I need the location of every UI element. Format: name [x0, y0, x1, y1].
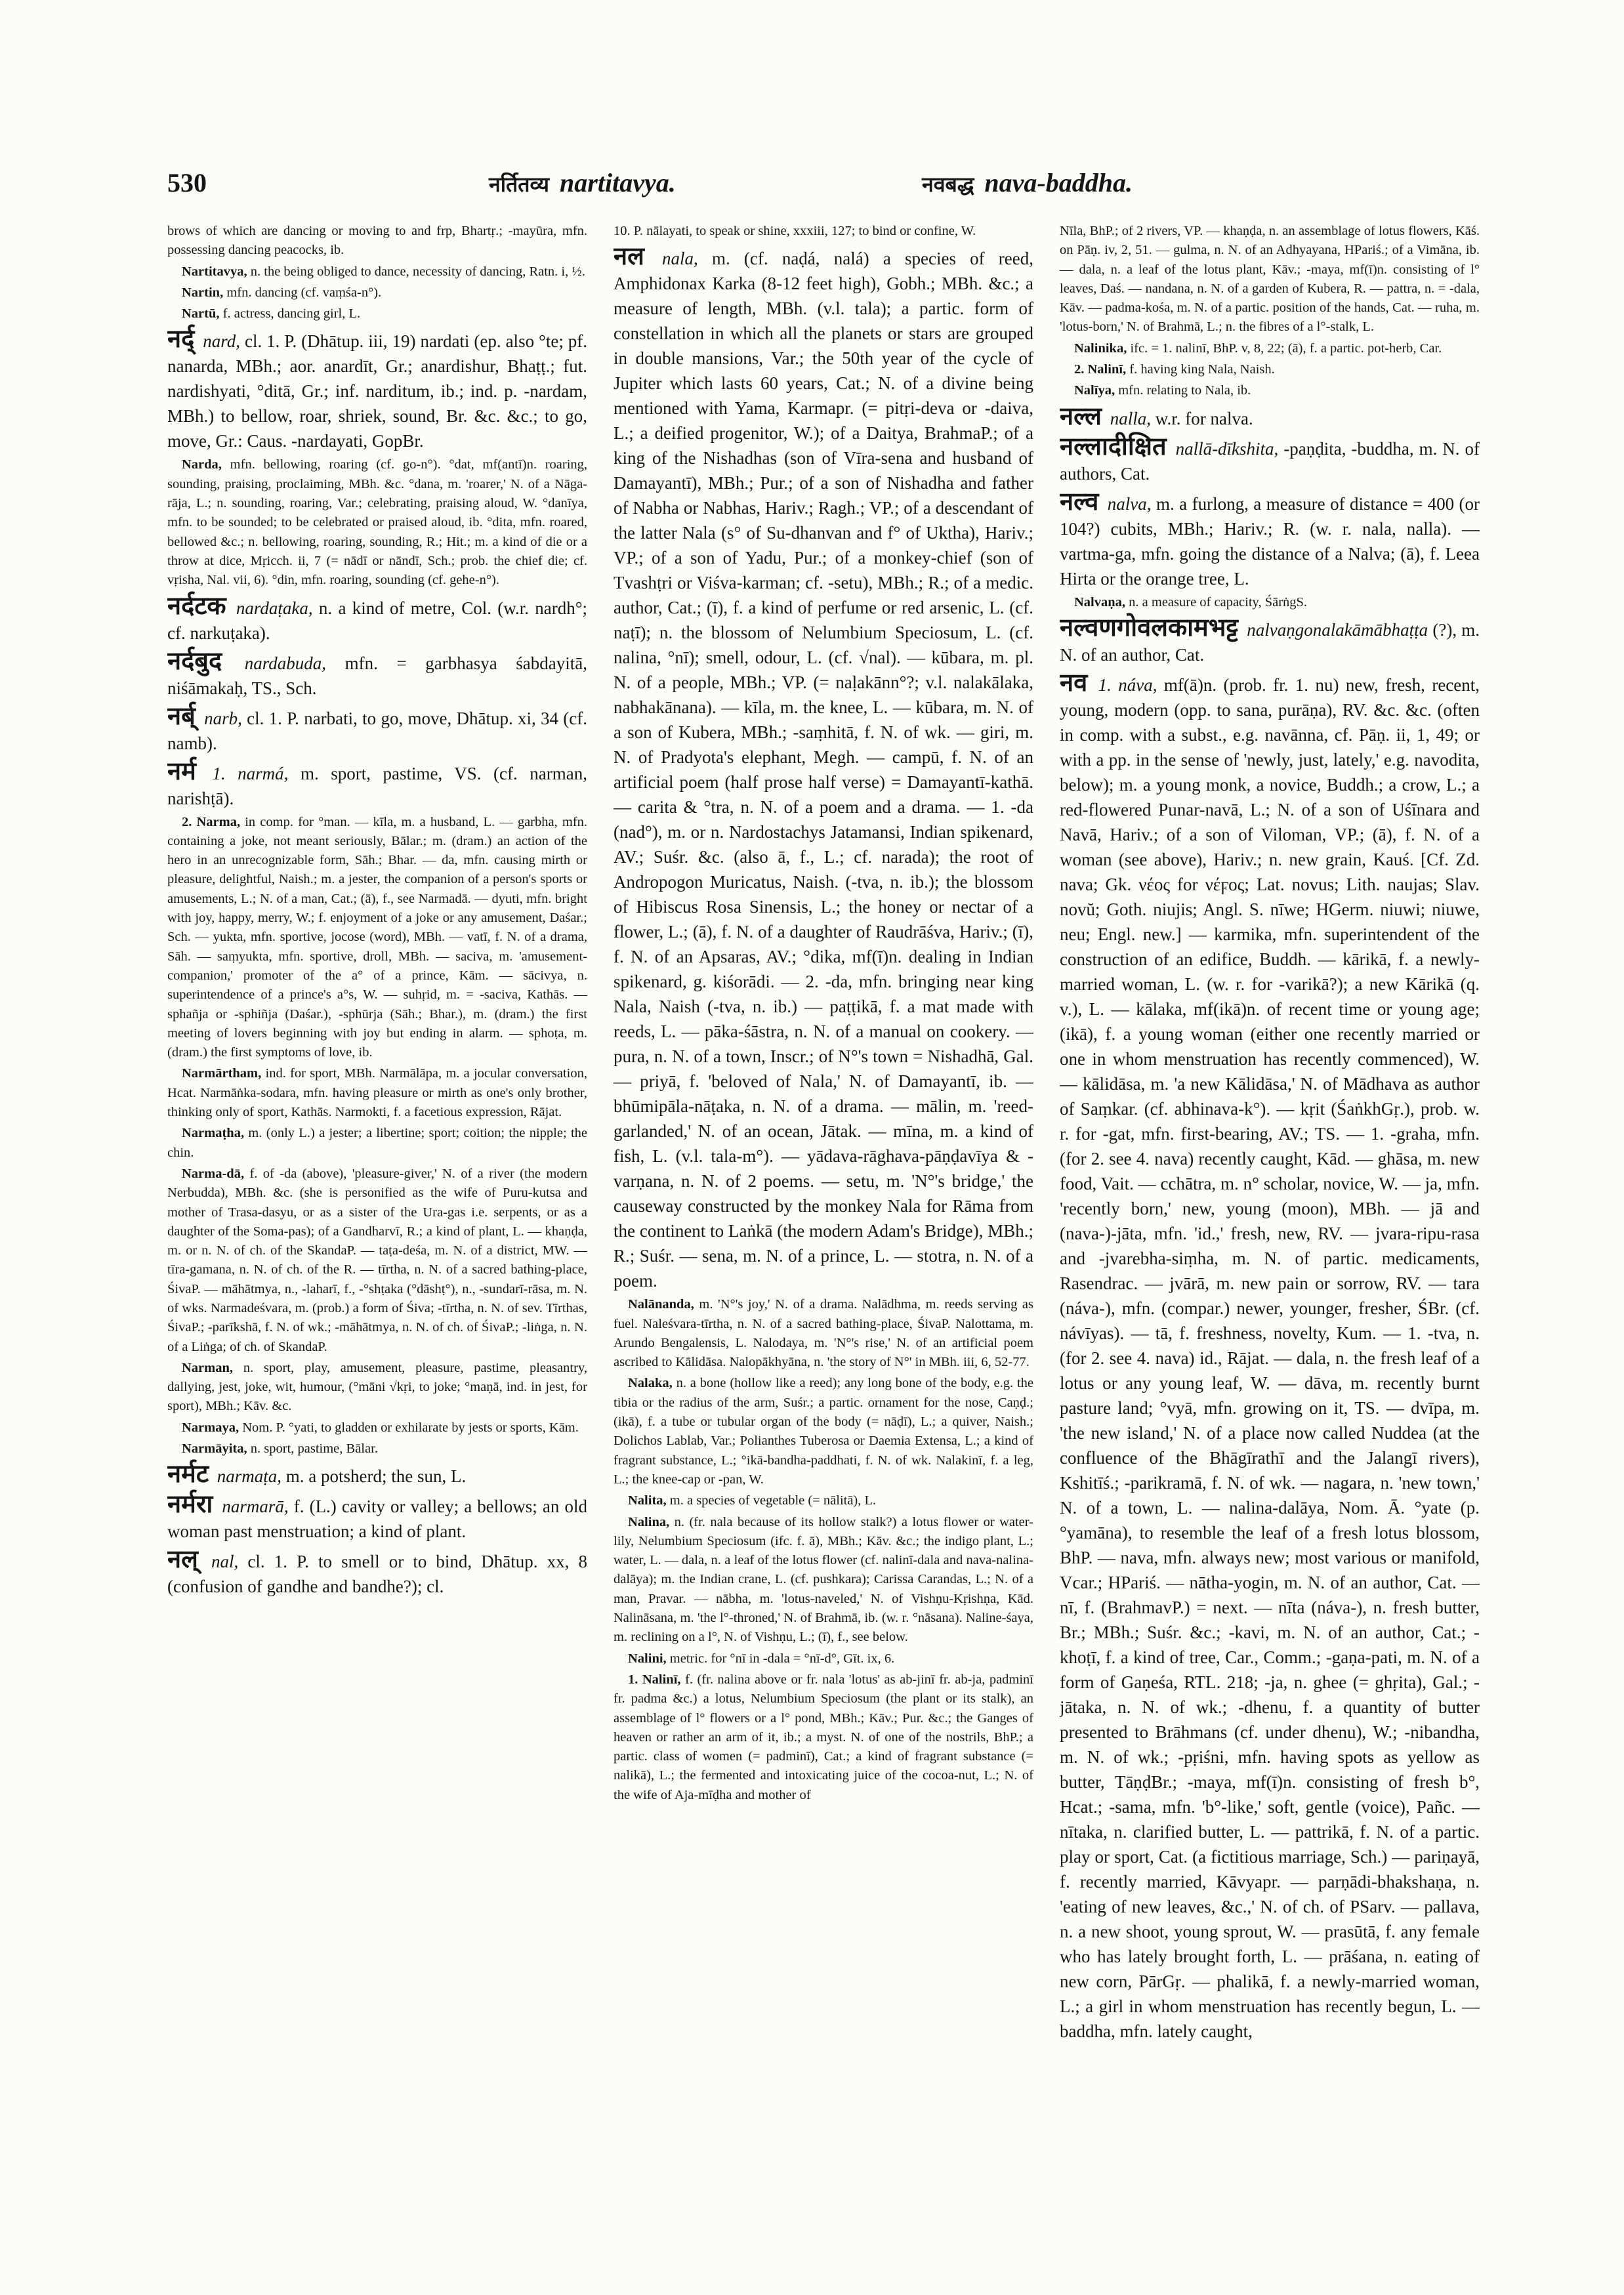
entry-headword: 1. Nalinī, [628, 1672, 681, 1687]
dictionary-entry [167, 813, 587, 1063]
entry-headword: Nalina, [628, 1514, 670, 1529]
dictionary-entry [167, 455, 587, 590]
dictionary-entry [167, 1124, 587, 1163]
entry-devanagari: नल्वणगोवलकामभट्ट [1060, 612, 1239, 642]
entry-transliteration: nal, [211, 1552, 239, 1572]
entry-devanagari: नर्दटक [167, 590, 226, 620]
entry-transliteration: nallā-dīkshita, [1175, 438, 1279, 459]
dictionary-entry [167, 1461, 587, 1489]
entry-definition: n. sport, play, amusement, pleasure, pastime, pleasantry, dallying, jest, joke, wit, humour, (°māni √kṛi, to joke; °maṇā, ind. in jest, for sport), MBh.; Kāv. &c. [167, 1360, 587, 1414]
entry-definition: mf(ā)n. (prob. fr. 1. nu) new, fresh, recent, young, modern (opp. to sana, purāṇa), RV. &c. &c. (often in comp. with a subst., e.g. navānna, cf. Pāṇ. ii, 1, 49; or with a pp. in the sense of 'newly, just, lately,' e.g. navodita, below); m. a young monk, a novice, Buddh.; a crow, L.; a red-flowered Punar-navā, L.; N. of a son of Uśīnara and Navā, Hariv.; of a son of Viloman, VP.; (ā), f. N. of a woman (see above), Hariv.; n. new grain, Kauś. [Cf. Zd. nava; Gk. νέος for νέϝος; Lat. novus; Lith. naujas; Slav. novŭ; Goth. niujis; Angl. S. nīwe; HGerm. niuwi; niuwe, neu; Engl. new.] — karmika, mfn. superintendent of the construction of an edifice, Buddh. — kārikā, f. a newly-married woman, L. (w. r. for -varikā?); a new Kārikā (q. v.), L. — kālaka, mf(ikā)n. of recent time or young age; (ikā), f. a young woman (either one recently married or one in whom menstruation has recently commenced), W. — kālidāsa, m. 'a new Kālidāsa,' N. of Mādhava as author of Saṃkar. (cf. abhinava-k°). — kṛit (ŚaṅkhGṛ.), prob. w. r. for -gat, mfn. first-bearing, AV.; TS. — 1. -graha, mfn. (for 2. see 4. nava) recently caught, Kād. — ghāsa, m. new food, Vait. — cchātra, m. n° scholar, novice, W. — ja, mfn. 'recently born,' new, young (moon), MBh. — jā and (nava-)-jāta, mfn. 'id.,' fresh, new, RV. — jvara-ripu-rasa and -jvarebha-siṃha, m. N. of partic. medicaments, Rasendrac. — jvārā, m. new pain or sorrow, RV. — tara (náva-), mfn. (compar.) newer, younger, fresher, ŚBr. (cf. návīyas). — tā, f. freshness, novelty, Kum. — 1. -tva, n. (for 2. see 4. nava) id., Rājat. — dala, n. the fresh leaf of a lotus or any young leaf, W. — dāva, m. recently burnt pasture land; °vyā, mfn. growing on it, TS. — dvīpa, m. 'the new island,' N. of a place now called Nuddea (at the confluence of the Bhāgīrathī and the Jalangī rivers), Kshitīś.; -parikramā, f. N. of wk. — nagara, n. 'new town,' N. of a town, L. — nalina-dalāya, Nom. Ā. °yate (p. °yamāna), to resemble the leaf of a fresh lotus blossom, BhP. — nava, mfn. always new; most various or manifold, Vcar.; HPariś. — nātha-yogin, m. N. of an author, Cat. — nī, f. (BrahmavP.) = next. — nīta (náva-), n. fresh butter, Br.; MBh.; Suśr. &c.; -kavi, m. N. of an author, Cat.; -khoṭī, f. a kind of tree, Car., Comm.; -gaṇa-pati, m. N. of a form of Gaṇeśa, RTL. 218; -ja, n. ghee (= ghṛita), Gal.; -jātaka, n. N. of wk.; -dhenu, f. a quantity of butter presented to Brāhmans (cf. under dhenu), W.; -nibandha, m. N. of wk.; -pṛiśni, mfn. having spots as yellow as butter, TāṇḍBr.; -maya, mf(ī)n. consisting of fresh b°, Hcat.; -sama, mfn. 'b°-like,' soft, gentle (voice), Pañc. — nītaka, n. clarified butter, L. — pattrikā, f. N. of a partic. play or sport, Cat. (a fictitious marriage, Sch.) — pariṇayā, f. recently married, Kāvyapr. — parṇādi-bhakshaṇa, n. 'eating of new leaves, &c.,' N. of ch. of PSarv. — pallava, n. a new shoot, young sprout, W. — prasūtā, f. any female who has lately brought forth, L. — prāśana, n. eating of new corn, PārGṛ. — phalikā, f. a newly-married woman, L.; a girl in whom menstruation has recently begun, L. — baddha, mfn. lately caught, [1060, 674, 1480, 2041]
entry-headword: 2. Nalinī, [1074, 362, 1127, 377]
left-running-head [489, 167, 676, 198]
dictionary-entry [167, 304, 587, 323]
dictionary-entry [614, 1649, 1033, 1668]
entry-devanagari: नल्लादीक्षित [1060, 431, 1167, 461]
dictionary-entry [167, 1165, 587, 1357]
dictionary-entry [167, 648, 587, 701]
dictionary-entry [167, 1359, 587, 1416]
entry-definition: m. (only L.) a jester; a libertine; sport; coition; the nipple; the chin. [167, 1126, 587, 1160]
entry-headword: 2. Narma, [182, 814, 241, 829]
dictionary-entry [167, 262, 587, 281]
entry-headword: Nalini, [628, 1651, 667, 1666]
entry-definition: f. (L.) cavity or valley; a bellows; an old woman past menstruation; a kind of plant. [167, 1497, 587, 1542]
entry-devanagari: नल [614, 241, 644, 271]
entry-headword: Nalaka, [628, 1376, 673, 1391]
entry-definition: n. a measure of capacity, ŚārṅgS. [1129, 594, 1308, 610]
dictionary-entry [167, 1064, 587, 1122]
dictionary-entry [1060, 593, 1480, 612]
entry-definition: m. 'N°'s joy,' N. of a drama. Nalādhma, m. reeds serving as fuel. Naleśvara-tīrtha, n. N. of a sacred bathing-place, ŚivaP. Nalottama, m. Arundo Bengalensis, L. Nalodaya, m. 'N°'s rise,' N. of an artificial poem ascribed to Kālidāsa. Nalopākhyāna, n. 'the story of N°' in MBh. iii, 6, 52-77. [614, 1297, 1033, 1370]
right-running-head-devanagari: नवबद्ध [922, 172, 974, 197]
entry-definition: n. a kind of metre, Col. (w.r. nardh°; cf. narkuṭaka). [167, 598, 587, 643]
dictionary-entry [614, 1513, 1033, 1647]
entry-headword: Nartū, [182, 306, 220, 321]
entry-definition: metric. for °nī in -dala = °nī-d°, Gīt. ix, 6. [669, 1651, 895, 1666]
entry-headword: Nalinika, [1074, 341, 1127, 356]
entry-headword: Nalīya, [1074, 383, 1115, 398]
dictionary-entry [167, 1439, 587, 1458]
dictionary-entry [167, 222, 587, 260]
entry-headword: Nalita, [628, 1493, 667, 1508]
entry-definition: f. having king Nala, Naish. [1129, 362, 1275, 377]
entry-definition: f. (fr. nalina above or fr. nala 'lotus' as ab-jinī fr. ab-ja, padminī fr. padma &c.) a lotus, Nelumbium Speciosum (the plant or its stalk), an assemblage of l° flowers or a l° pond, MBh.; Kāv.; Pur. &c.; the Ganges of heaven or rather an arm of it, ib.; a myst. N. of one of the nostrils, BhP.; a partic. class of women (= padminī), Cat.; a kind of fragrant substance (= nalikā), L.; the fermented and intoxicating juice of the cocoa-nut, L.; N. of the wife of Aja-mīḍha and mother of [614, 1672, 1033, 1802]
entry-definition: n. the being obliged to dance, necessity of dancing, Ratn. i, ½. [250, 264, 585, 279]
entry-transliteration: 1. náva, [1098, 674, 1157, 695]
entry-headword: Narma-dā, [182, 1166, 245, 1181]
entry-definition: ind. for sport, MBh. Narmālāpa, m. a jocular conversation, Hcat. Narmāṅka-sodara, mfn. having pleasure or mirth as one's only brother, thinking only of sport, Kathās. Narmokti, f. a facetious expression, Rājat. [167, 1066, 587, 1120]
entry-headword: Narda, [182, 457, 222, 472]
entry-definition: -paṇḍita, -buddha, m. N. of authors, Cat. [1060, 438, 1480, 484]
column-1 [167, 222, 587, 2249]
entry-definition: in comp. for °man. — kīla, m. a husband, L. — garbha, mfn. containing a joke, not meant seriously, Bālar.; m. (dram.) an action of the hero in an unrecognizable form, Sāh.; Bhar. — da, mfn. causing mirth or pleasure, delightful, Naish.; m. a jester, the companion of a person's sports or amusements, L.; N. of a man, Cat.; (ā), f., see Narmadā. — dyuti, mfn. bright with joy, happy, merry, W.; f. enjoyment of a joke or any amusement, Daśar.; Sch. — yukta, mfn. sportive, jocose (word), MBh. — vatī, f. N. of a drama, Sāh. — saṃyukta, mfn. sportive, droll, MBh. — saciva, m. 'amusement-companion,' promoter of the a° of a prince, Kām. — sācivya, n. superintendence of a prince's a°s, W. — suhṛid, m. = -saciva, Kathās. — sphañja or -sphiñja (Daśar.), -sphūrja (Sāh.; Bhar.), m. (dram.) the first meeting of lovers beginning with joy but ending in alarm. — sphoṭa, m. (dram.) the first symptoms of love, ib. [167, 814, 587, 1060]
entry-devanagari: नर्म [167, 756, 196, 785]
dictionary-entry [167, 1418, 587, 1437]
entry-definition: cl. 1. P. (Dhātup. iii, 19) nardati (ep. also °te; pf. nanarda, MBh.; aor. anardīt, Gr.; anardishur, Bhaṭṭ.; fut. nardishyati, °ditā, Gr.; inf. narditum, ib.; ind. p. -nardam, MBh.) to bellow, roar, shriek, sound, Br. &c. &c.; to go, move, Gr.: Caus. -nardayati, GopBr. [167, 331, 587, 451]
left-running-head-transliteration: nartitavya. [560, 168, 676, 197]
dictionary-entry [167, 1546, 587, 1599]
entry-devanagari: नल्व [1060, 486, 1099, 516]
entry-headword: Nalvaṇa, [1074, 594, 1126, 610]
column-3 [1060, 222, 1480, 2249]
dictionary-entry [614, 1491, 1033, 1510]
entry-headword: Narmaṭha, [182, 1126, 245, 1141]
entry-definition: mfn. dancing (cf. vaṃśa-n°). [226, 285, 382, 300]
entry-transliteration: nardaṭaka, [236, 598, 313, 618]
entry-transliteration: narb, [204, 708, 242, 728]
entry-devanagari: नर्दबुद [167, 646, 222, 675]
entry-definition: f. of -da (above), 'pleasure-giver,' N. of a river (the modern Nerbudda), MBh. &c. (she is personified as the wife of Puru-kutsa and mother of Trasa-dasyu, or as a sister of the Ura-gas i.e. serpents, or as a daughter of the Soma-pas); of a Gandharvī, R.; a kind of plant, L. — khaṇḍa, m. or n. N. of ch. of the SkandaP. — taṭa-deśa, m. N. of a district, MW. — tīra-gamana, n. N. of ch. of the R. — tīrtha, n. N. of a sacred bathing-place, ŚivaP. — māhātmya, n., -laharī, f., -°shṭaka (°dāshṭ°), n., -sundarī-rāsa, m. N. of wks. Narmadeśvara, m. (prob.) a form of Śiva; -tīrtha, n. N. of sev. Tīrthas, ŚivaP.; -parīkshā, f. N. of wk.; -māhātmya, n. N. of ch. of ŚivaP.; -liṅga, n. N. of a Liṅga; of ch. of SkandaP. [167, 1166, 587, 1354]
entry-transliteration: nala, [662, 249, 698, 269]
entry-headword: Narmārtham, [182, 1066, 262, 1081]
entry-definition: ifc. = 1. nalinī, BhP. v, 8, 22; (ā), f. a partic. pot-herb, Car. [1130, 341, 1442, 356]
entry-devanagari: नल् [167, 1544, 198, 1574]
entry-definition: mfn. relating to Nala, ib. [1118, 383, 1251, 398]
entry-definition: n. (fr. nala because of its hollow stalk?) a lotus flower or water-lily, Nelumbium Speciosum (ifc. f. ā), MBh.; Kāv. &c.; the indigo plant, L.; water, L. — dala, n. a leaf of the lotus flower (cf. nalinī-dala and nava-nalina-dalāya); m. the Indian crane, L. (cf. pushkara); Carissa Carandas, L.; N. of a man, Pravar. — nābha, m. 'lotus-naveled,' N. of Vishṇu-Kṛishṇa, Kād. Nalināsana, m. 'the l°-throned,' N. of Brahmā, ib. (w. r. °nāsana). Naline-śaya, m. reclining on a l°, N. of Vishṇu, L.; (ī), f., see below. [614, 1514, 1033, 1645]
dictionary-entry [614, 222, 1033, 241]
page-number: 530 [167, 168, 207, 197]
entry-transliteration: nardabuda, [244, 653, 327, 673]
left-running-head-devanagari: नर्तितव्य [489, 172, 550, 197]
dictionary-entry [614, 1374, 1033, 1489]
entry-headword: Narman, [182, 1360, 234, 1375]
entry-headword: Nalānanda, [628, 1297, 694, 1312]
entry-definition: cl. 1. P. narbati, to go, move, Dhātup. xi, 34 (cf. namb). [167, 708, 587, 753]
entry-devanagari: नर्मरा [167, 1489, 213, 1519]
dictionary-entry [1060, 431, 1480, 486]
dictionary-entry [1060, 339, 1480, 358]
dictionary-entry [1060, 381, 1480, 400]
entry-transliteration: narmarā, [222, 1497, 289, 1517]
entry-headword: Narmāyita, [182, 1441, 247, 1457]
entry-transliteration: narmaṭa, [217, 1466, 281, 1487]
entry-definition: m. a species of vegetable (= nālitā), L. [669, 1493, 877, 1508]
dictionary-entry [1060, 222, 1480, 337]
entry-definition: n. sport, pastime, Bālar. [250, 1441, 378, 1457]
dictionary-entry [167, 326, 587, 453]
entry-definition: brows of which are dancing or moving to and frp, Bhartṛ.; -mayūra, mfn. possessing dancing peacocks, ib. [167, 224, 587, 258]
dictionary-entry [167, 703, 587, 756]
entry-headword: Nartin, [182, 285, 224, 300]
entry-definition: m. a potsherd; the sun, L. [285, 1466, 467, 1487]
dictionary-entry [167, 1491, 587, 1544]
dictionary-entry [614, 1670, 1033, 1805]
entry-headword: Narmaya, [182, 1420, 239, 1435]
entry-definition: mfn. = garbhasya śabdayitā, niśāmakaḥ, TS., Sch. [167, 653, 587, 698]
entry-devanagari: नव [1060, 667, 1088, 697]
entry-definition: m. sport, pastime, VS. (cf. narman, narishṭā). [167, 763, 587, 808]
dictionary-entry [1060, 403, 1480, 431]
entry-definition: m. (cf. naḍá, nalá) a species of reed, Amphidonax Karka (8-12 feet high), Gobh.; MBh. &c.; a measure of length, MBh. (v.l. tala); a partic. form of constellation in which all the planets or stars are grouped in double mansions, Var.; the 50th year of the cycle of Jupiter which lasts 60 years, Cat.; N. of a divine being mentioned with Yama, Karmapr. (= pitṛi-deva or -daiva, L.; a deified progenitor, W.); of a Daitya, BrahmaP.; of a king of the Nishadhas (son of Vīra-sena and husband of Damayantī), MBh.; Pur.; of a son of Nishadha and father of Nabha or Nabhas, Hariv.; Ragh.; VP.; of a descendant of the latter Nala (s° of Su-dhanvan and f° of Uktha), Hariv.; VP.; of a son of Yadu, Pur.; of a monkey-chief (son of Tvashṭri or Viśva-karman; cf. -setu), MBh.; R.; of a medic. author, Cat.; (ī), f. a kind of perfume or red arsenic, L. (cf. naṭī); n. the blossom of Nelumbium Speciosum, L. (cf. nalina, °nī); smell, odour, L. (cf. √nal). — kūbara, m. pl. N. of a people, MBh.; VP. (= naḷakānn°?; v.l. nalakālaka, nabhakānana). — kīla, m. the knee, L. — kūbara, m. N. of a son of Kubera, MBh.; -saṃhitā, f. N. of wk. — giri, m. N. of Pradyota's elephant, Megh. — campū, f. N. of an artificial poem (half prose half verse) = Damayantī-kathā. — carita & °tra, n. N. of a poem and a drama. — 1. -da (nad°), m. or n. Nardostachys Jatamansi, Indian spikenard, AV.; Suśr. &c. (also ā, f., L.; cf. narada); the root of Andropogon Muricatus, Naish. (-tva, n. ib.); the blossom of Hibiscus Rosa Sinensis, L.; the honey or nectar of a flower, L.; (ā), f. N. of a daughter of Raudrāśva, Hariv.; (ī), f. N. of an Apsaras, AV.; °dika, mf(ī)n. dealing in Indian spikenard, g. kiśorādi. — 2. -da, mfn. bringing near king Nala, Naish (-tva, n. ib.) — paṭṭikā, f. a mat made with reeds, L. — pāka-śāstra, n. N. of a manual on cookery. — pura, n. N. of a town, Inscr.; of N°'s town = Nishadhā, Gal. — priyā, f. 'beloved of Nala,' N. of Damayantī, ib. — bhūmipāla-nāṭaka, n. N. of a drama. — mālin, m. 'reed-garlanded,' N. of an ocean, Jātak. — mīna, m. a kind of fish, L. (v.l. tala-m°). — yādava-rāghava-pāṇḍavīya & -varṇana, n. N. of 2 poems. — setu, m. 'N°'s bridge,' the causeway constructed by the monkey Nala for Rāma from the continent to Laṅkā (the modern Adam's Bridge), MBh.; R.; Suśr. — sena, m. N. of a prince, L. — stotra, n. N. of a poem. [614, 249, 1033, 1291]
dictionary-entry [1060, 667, 1480, 2044]
entry-transliteration: nalla, [1110, 408, 1152, 428]
dictionary-entry [167, 758, 587, 811]
entry-transliteration: nalva, [1107, 493, 1152, 514]
entry-devanagari: नर्ब् [167, 701, 196, 730]
entry-devanagari: नर्द् [167, 324, 195, 354]
entry-definition: n. a bone (hollow like a reed); any long bone of the body, e.g. the tibia or the radius of the arm, Suśr.; a partic. ornament for the nose, Caṇḍ.; (ikā), f. a tube or tubular organ of the body (= nāḍī), L.; a quiver, Naish.; Dolichos Lablab, Var.; Polianthes Tuberosa or Daemia Extensa, L.; a kind of fragrant substance, L.; °ikā-bandha-paddhati, f. N. of wk. Nalakinī, f. a leg, L.; the knee-cap or -pan, W. [614, 1376, 1033, 1487]
entry-definition: m. a furlong, a measure of distance = 400 (or 104?) cubits, MBh.; Hariv.; R. (w. r. nala, nalla). — vartma-ga, mfn. going the distance of a Nalva; (ā), f. Leea Hirta or the orange tree, L. [1060, 493, 1480, 589]
entry-devanagari: नल्ल [1060, 401, 1102, 430]
dictionary-entry [614, 243, 1033, 1293]
right-running-head [922, 167, 1133, 198]
dictionary-entry [1060, 360, 1480, 379]
dictionary-entry [1060, 612, 1480, 667]
entry-definition: Nom. P. °yati, to gladden or exhilarate by jests or sports, Kām. [242, 1420, 579, 1435]
entry-definition: Nīla, BhP.; of 2 rivers, VP. — khaṇḍa, n. an assemblage of lotus flowers, Kāś. on Pāṇ. iv, 2, 51. — gulma, n. N. of an Adhyayana, HPariś.; of a Vimāna, ib. — dala, n. a leaf of the lotus plant, Kāv.; -maya, mf(ī)n. consisting of l° leaves, Daś. — nandana, n. N. of a garden of Kubera, R. — pattra, n. = -dala, Kāv. — padma-kośa, m. N. of a partic. position of the hands, Cat. — ruha, m. 'lotus-born,' N. of Brahmā, L.; n. the fibres of a l°-stalk, L. [1060, 224, 1480, 335]
entry-transliteration: 1. narmá, [212, 763, 289, 783]
dictionary-entry [167, 283, 587, 302]
column-2 [614, 222, 1033, 2249]
entry-definition: f. actress, dancing girl, L. [222, 306, 361, 321]
dictionary-entry [614, 1295, 1033, 1372]
page-header [167, 167, 1480, 213]
entry-definition: w.r. for nalva. [1155, 408, 1253, 428]
entry-headword: Nartitavya, [182, 264, 247, 279]
dictionary-entry [167, 590, 587, 646]
entry-definition: cl. 1. P. to smell or to bind, Dhātup. xx, 8 (confusion of gandhe and bandhe?); cl. [167, 1552, 587, 1597]
entry-transliteration: nalvaṇgonalakāmābhaṭṭa [1247, 619, 1428, 640]
entry-transliteration: nard, [203, 331, 241, 352]
right-running-head-transliteration: nava-baddha. [984, 168, 1133, 197]
entry-definition: 10. P. nālayati, to speak or shine, xxxiii, 127; to bind or confine, W. [614, 224, 976, 238]
dictionary-entry [1060, 486, 1480, 591]
entry-definition: (?), m. N. of an author, Cat. [1060, 619, 1480, 665]
entry-definition: mfn. bellowing, roaring (cf. go-n°). °dat, mf(antī)n. roaring, sounding, praising, proclaiming, MBh. &c. °dana, m. 'roarer,' N. of a Nāga-rāja, L.; n. sounding, roaring, Var.; celebrating, praising aloud, W. °danīya, mfn. to be sounded; to be celebrated or praised aloud, ib. °dita, mfn. roared, bellowed &c.; n. bellowing, roaring, sounding, R.; Hit.; m. a kind of die or a throw at dice, Mṛicch. ii, 7 (= nādī or nāndī, Sch.; prob. the chief die; cf. vṛisha, Nal. vii, 6). °din, mfn. roaring, sounding (cf. gehe-n°). [167, 457, 587, 588]
entry-devanagari: नर्मट [167, 1459, 209, 1489]
